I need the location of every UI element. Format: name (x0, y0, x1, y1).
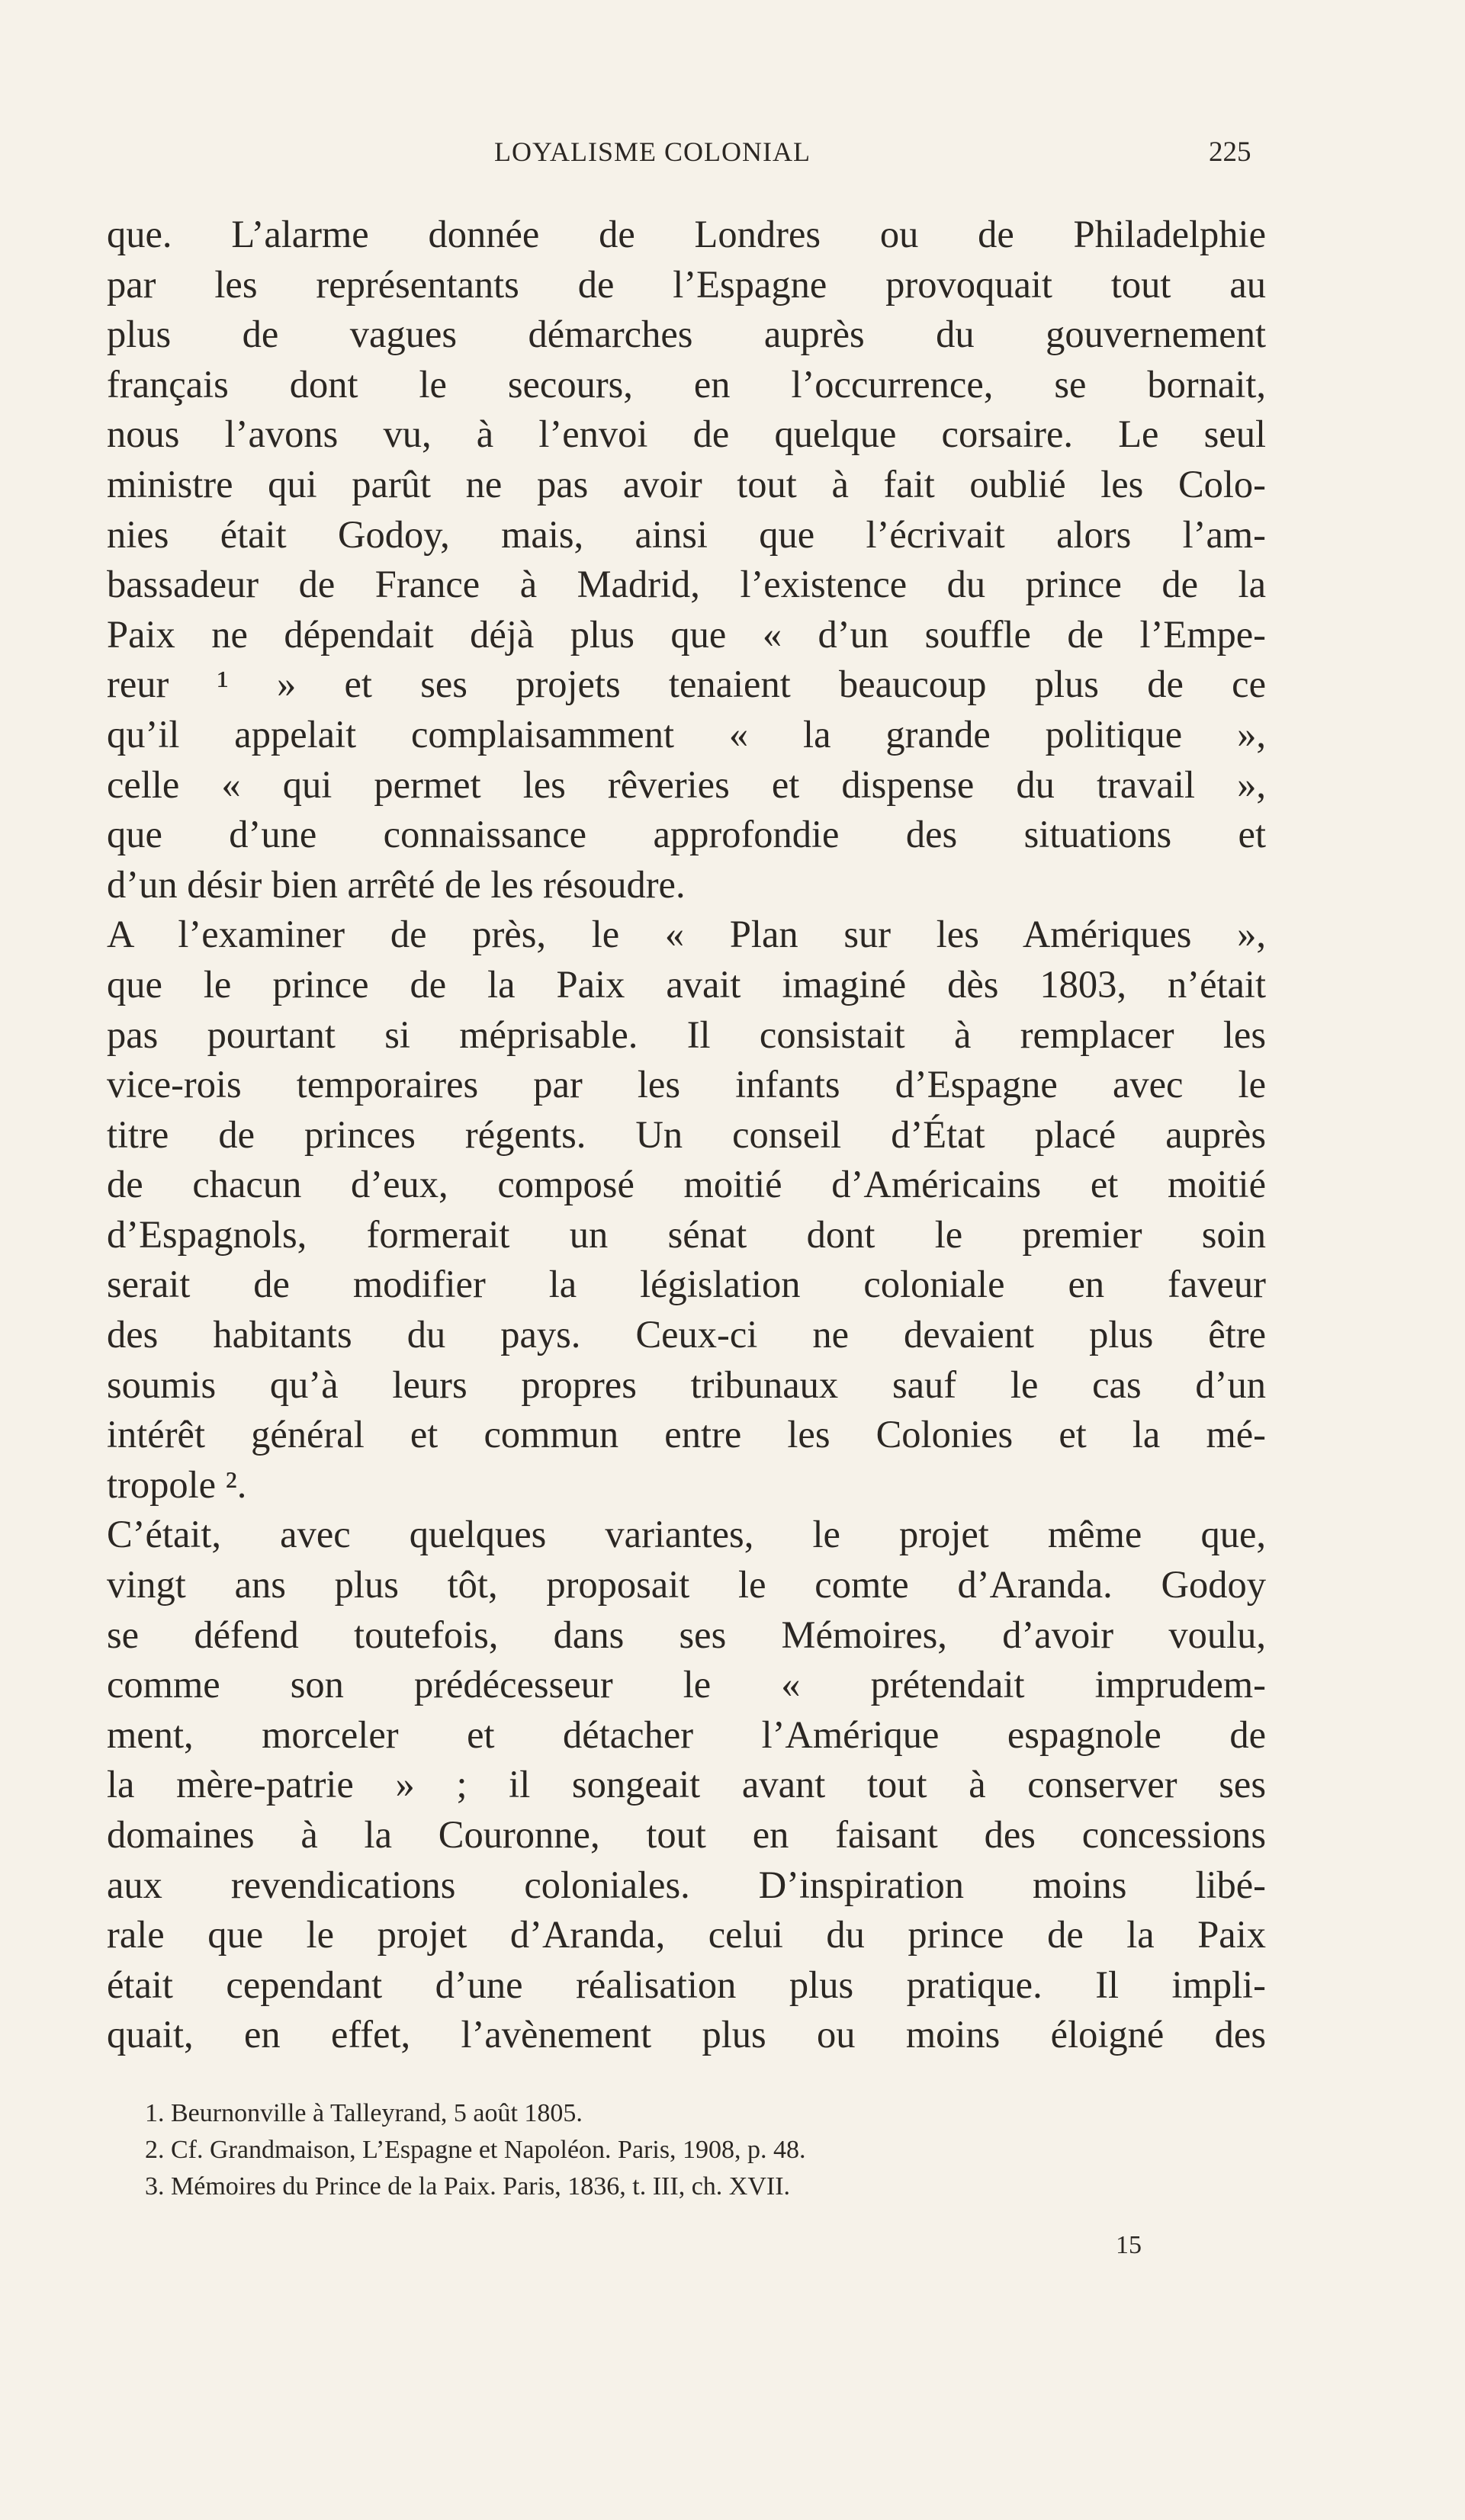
text-line: serait de modifier la législation coloniale en faveur (107, 1263, 1266, 1306)
text-line: se défend toutefois, dans ses Mémoires, d’avoir voulu, (107, 1613, 1266, 1656)
running-title: LOYALISME COLONIAL (494, 136, 811, 167)
running-header (0, 136, 1465, 181)
text-line: C’était, avec quelques variantes, le projet même que, (107, 1513, 1266, 1556)
footnote: 1. Beurnonville à Talleyrand, 5 août 1805. (145, 2099, 583, 2127)
text-line: d’Espagnols, formerait un sénat dont le premier soin (107, 1212, 1266, 1256)
text-line: pas pourtant si méprisable. Il consistait à remplacer les (107, 1013, 1266, 1056)
text-line: que d’une connaissance approfondie des situations et (107, 813, 1266, 856)
text-line: par les représentants de l’Espagne provoquait tout au (107, 262, 1266, 306)
text-line: bassadeur de France à Madrid, l’existence du prince de la (107, 563, 1266, 606)
text-line: des habitants du pays. Ceux-ci ne devaient plus être (107, 1313, 1266, 1356)
text-line: nies était Godoy, mais, ainsi que l’écrivait alors l’am- (107, 512, 1266, 556)
text-line: celle « qui permet les rêveries et dispense du travail », (107, 762, 1266, 806)
footnote: 2. Cf. Grandmaison, L’Espagne et Napoléon. Paris, 1908, p. 48. (145, 2136, 806, 2164)
text-line: ministre qui parût ne pas avoir tout à fait oublié les Colo- (107, 462, 1266, 506)
text-line: ment, morceler et détacher l’Amérique espagnole de (107, 1713, 1266, 1756)
text-line: rale que le projet d’Aranda, celui du prince de la Paix (107, 1913, 1266, 1957)
page-number: 225 (1209, 136, 1251, 168)
text-line: titre de princes régents. Un conseil d’État placé auprès (107, 1112, 1266, 1156)
text-line: vingt ans plus tôt, proposait le comte d’Aranda. Godoy (107, 1563, 1266, 1607)
text-line: que le prince de la Paix avait imaginé dès 1803, n’était (107, 962, 1266, 1006)
text-line: nous l’avons vu, à l’envoi de quelque corsaire. Le seul (107, 413, 1266, 456)
footnote: 3. Mémoires du Prince de la Paix. Paris, 1836, t. III, ch. XVII. (145, 2172, 791, 2201)
text-line: comme son prédécesseur le « prétendait imprudem- (107, 1663, 1266, 1706)
text-line: était cependant d’une réalisation plus pratique. Il impli- (107, 1963, 1266, 2006)
text-line: Paix ne dépendait déjà plus que « d’un souffle de l’Empe- (107, 612, 1266, 656)
text-line: français dont le secours, en l’occurrence, se bornait, (107, 362, 1266, 406)
body-text (107, 210, 1266, 2060)
text-line: vice-rois temporaires par les infants d’Espagne avec le (107, 1063, 1266, 1106)
text-line: tropole ². (107, 1462, 247, 1506)
text-line: domaines à la Couronne, tout en faisant des concessions (107, 1813, 1266, 1856)
text-line: qu’il appelait complaisamment « la grande politique », (107, 712, 1266, 756)
text-line: A l’examiner de près, le « Plan sur les Amériques », (107, 913, 1266, 956)
text-line: d’un désir bien arrêté de les résoudre. (107, 862, 686, 906)
text-line: plus de vagues démarches auprès du gouvernement (107, 313, 1266, 356)
text-line: intérêt général et commun entre les Colonies et la mé- (107, 1413, 1266, 1456)
printer-signature: 15 (1116, 2231, 1142, 2259)
text-line: que. L’alarme donnée de Londres ou de Philadelphie (107, 213, 1266, 255)
footnotes (145, 2095, 1266, 2205)
text-line: quait, en effet, l’avènement plus ou moins éloigné des (107, 2013, 1266, 2056)
text-line: soumis qu’à leurs propres tribunaux sauf le cas d’un (107, 1363, 1266, 1406)
text-line: la mère-patrie » ; il songeait avant tout à conserver ses (107, 1763, 1266, 1806)
text-line: aux revendications coloniales. D’inspiration moins libé- (107, 1863, 1266, 1906)
text-line: reur ¹ » et ses projets tenaient beaucoup plus de ce (107, 663, 1266, 706)
text-line: de chacun d’eux, composé moitié d’Américains et moitié (107, 1163, 1266, 1206)
